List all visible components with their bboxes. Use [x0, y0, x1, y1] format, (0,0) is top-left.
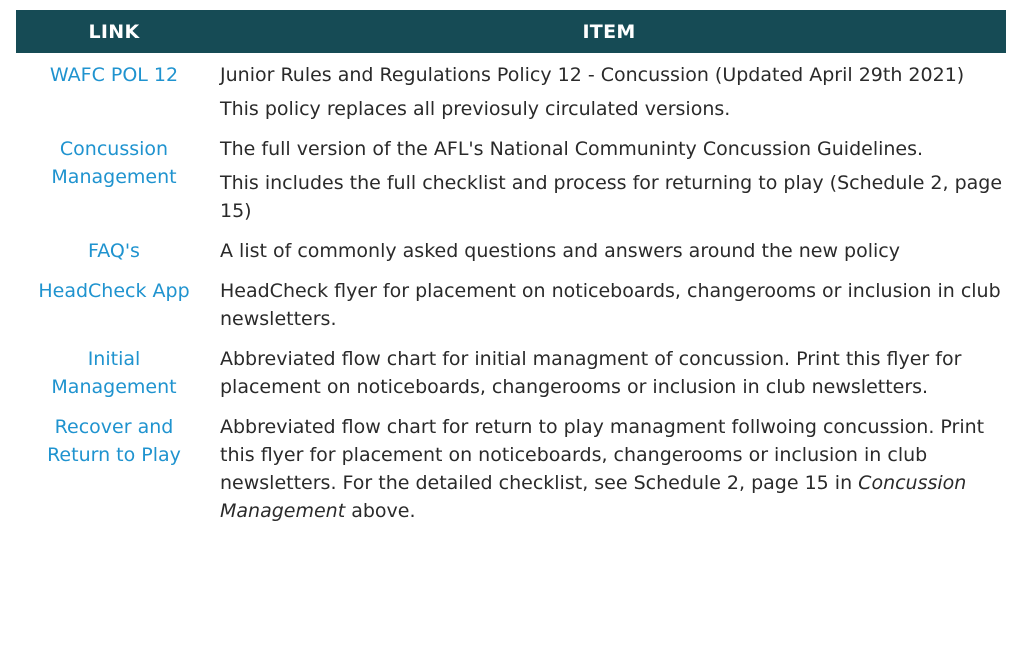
item-text: A list of commonly asked questions and answers around the new policy [220, 240, 900, 262]
link-cell [16, 405, 212, 469]
link-cell [16, 53, 212, 89]
item-cell [212, 53, 1006, 123]
link-concussion-management[interactable]: Concussion Management [51, 138, 177, 188]
link-wafc-pol-12[interactable]: WAFC POL 12 [49, 64, 179, 86]
table-row [16, 337, 1006, 401]
table-row [16, 53, 1006, 123]
item-cell [212, 405, 1006, 525]
table-row [16, 405, 1006, 525]
table-row [16, 127, 1006, 225]
item-text: The full version of the AFL's National Communinty Concussion Guidelines. [220, 138, 924, 160]
header-item: ITEM [582, 20, 636, 43]
link-cell [16, 127, 212, 191]
item-cell [212, 229, 1006, 265]
item-text: Junior Rules and Regulations Policy 12 - Concussion (Updated April 29th 2021) [220, 64, 965, 86]
link-initial-management[interactable]: Initial Management [51, 348, 177, 398]
item-cell [212, 127, 1006, 225]
item-text [220, 413, 1006, 525]
resources-table [16, 10, 1006, 525]
link-headcheck-app[interactable]: HeadCheck App [38, 280, 190, 302]
link-cell [16, 269, 212, 305]
table-row [16, 269, 1006, 333]
table-header [16, 10, 1006, 53]
link-recover-return-to-play[interactable]: Recover and Return to Play [47, 416, 181, 466]
item-text-part: Abbreviated flow chart for return to play managment follwoing concussion. Print this flyer for placement on noticeboards, changerooms or inclusion in club newsletters. For the detailed checklist, see Schedule 2, page 15 in [220, 416, 985, 494]
item-cell [212, 337, 1006, 401]
link-cell [16, 229, 212, 265]
item-text: This policy replaces all previosuly circulated versions. [220, 98, 731, 120]
header-link: LINK [88, 20, 140, 43]
item-cell [212, 269, 1006, 333]
item-text: This includes the full checklist and process for returning to play (Schedule 2, page 15) [220, 172, 1003, 222]
item-text: HeadCheck flyer for placement on noticeboards, changerooms or inclusion in club newsletters. [220, 280, 1001, 330]
item-text: Abbreviated flow chart for initial managment of concussion. Print this flyer for placement on noticeboards, changerooms or inclusion in club newsletters. [220, 348, 962, 398]
item-text-part: above. [345, 500, 416, 522]
table-row [16, 229, 1006, 265]
link-cell [16, 337, 212, 401]
item-text-emphasis: Concussion Management [220, 472, 967, 522]
link-faqs[interactable]: FAQ's [88, 240, 140, 262]
